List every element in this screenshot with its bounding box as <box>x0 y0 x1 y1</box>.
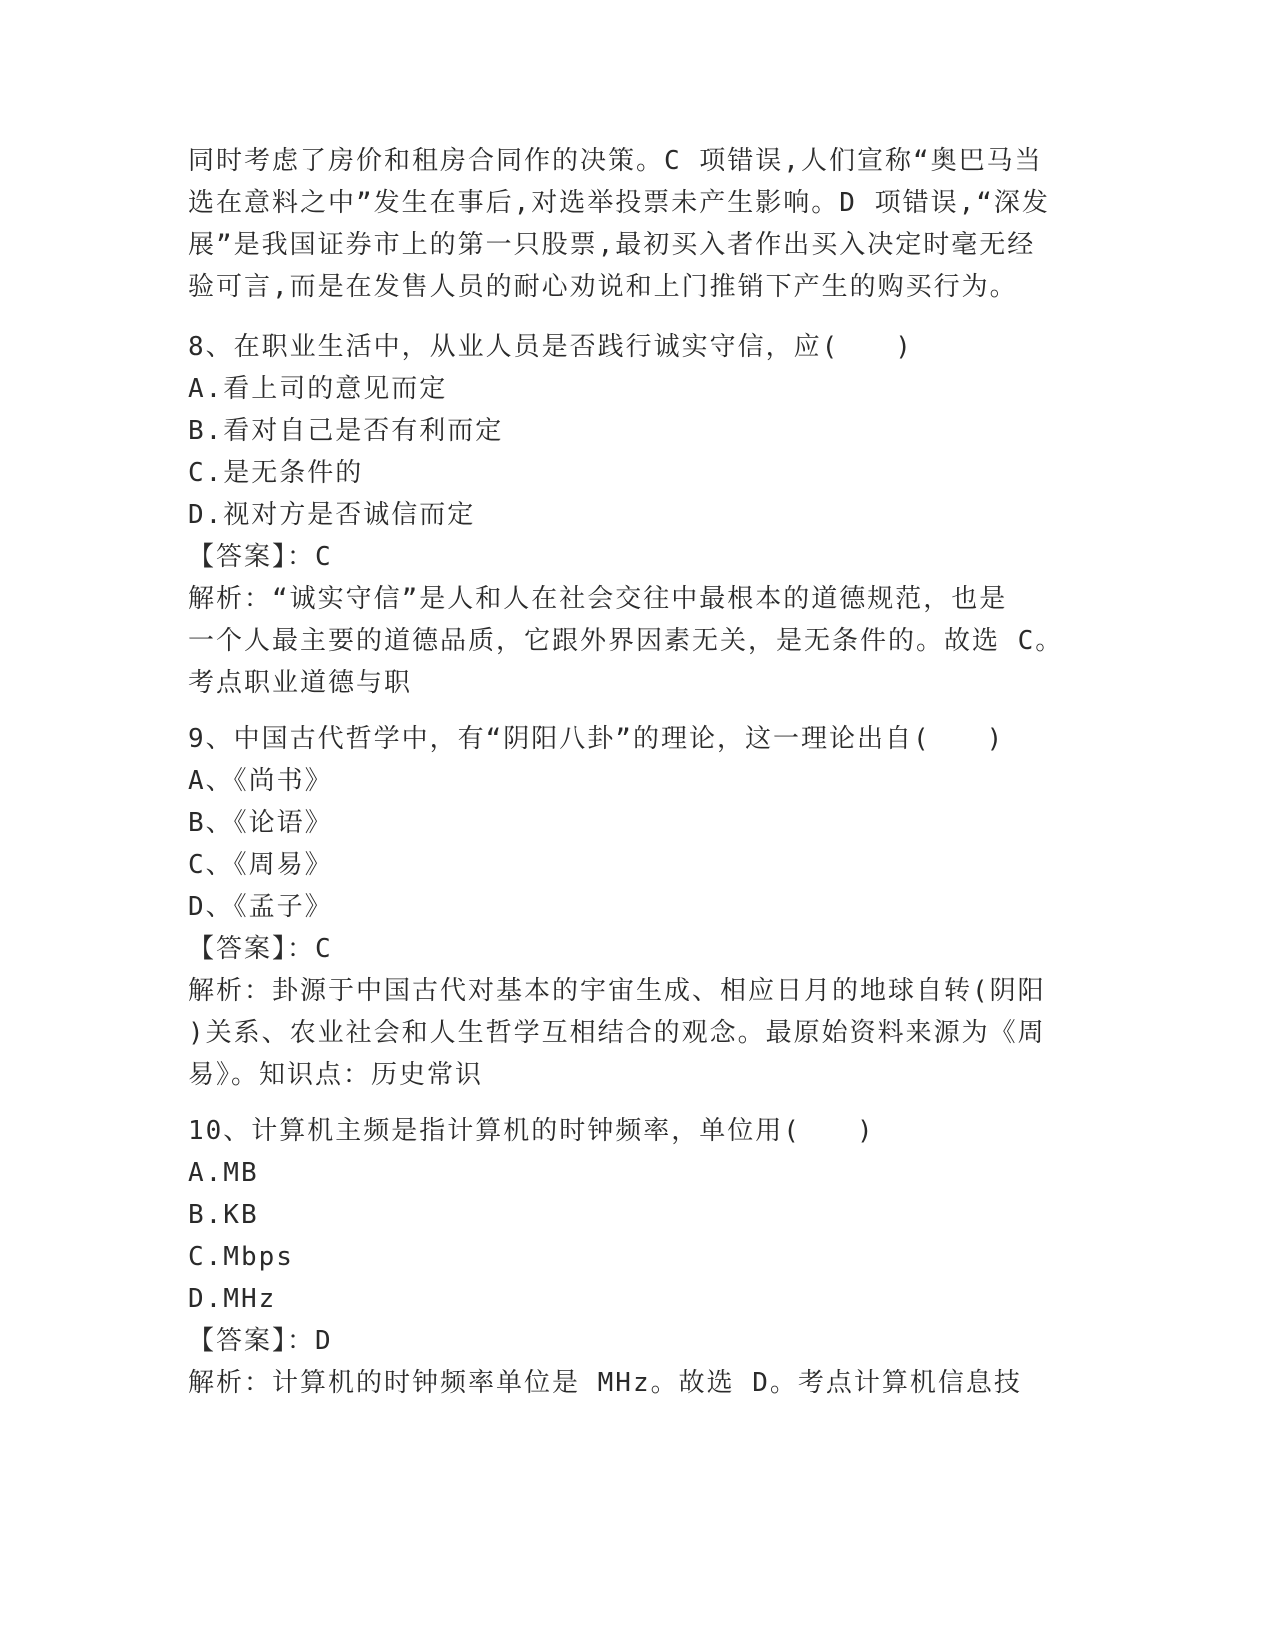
question-10 <box>188 1110 1088 1404</box>
intro-paragraph <box>188 140 1088 308</box>
question-9 <box>188 718 1088 1096</box>
option-a: A、《尚书》 <box>188 766 333 796</box>
option-d: D.视对方是否诚信而定 <box>188 500 476 530</box>
option-d: D、《孟子》 <box>188 892 333 922</box>
question-text: 10、计算机主频是指计算机的时钟频率，单位用( ) <box>188 1116 875 1146</box>
option-c: C.Mbps <box>188 1242 294 1272</box>
answer-label: 【答案】：C <box>188 934 333 964</box>
option-c: C、《周易》 <box>188 850 333 880</box>
answer-label: 【答案】：C <box>188 542 333 572</box>
question-8 <box>188 326 1088 704</box>
question-text: 9、中国古代哲学中，有“阴阳八卦”的理论，这一理论出自( ) <box>188 724 1005 754</box>
analysis-line: 考点职业道德与职 <box>188 668 413 698</box>
analysis-line: 解析：卦源于中国古代对基本的宇宙生成、相应日月的地球自转(阴阳 <box>188 976 1046 1006</box>
option-b: B.KB <box>188 1200 259 1230</box>
option-a: A.MB <box>188 1158 259 1188</box>
option-b: B、《论语》 <box>188 808 333 838</box>
analysis-line: 易》。知识点：历史常识 <box>188 1060 484 1090</box>
option-c: C.是无条件的 <box>188 458 364 488</box>
analysis-line: 解析：“诚实守信”是人和人在社会交往中最根本的道德规范，也是 <box>188 584 1008 614</box>
paragraph-line: 验可言,而是在发售人员的耐心劝说和上门推销下产生的购买行为。 <box>188 272 1018 302</box>
option-a: A.看上司的意见而定 <box>188 374 448 404</box>
answer-label: 【答案】：D <box>188 1326 333 1356</box>
analysis-line: 解析：计算机的时钟频率单位是 MHz。故选 D。考点计算机信息技 <box>188 1368 1022 1398</box>
analysis-line: )关系、农业社会和人生哲学互相结合的观念。最原始资料来源为《周 <box>188 1018 1046 1048</box>
paragraph-line: 选在意料之中”发生在事后,对选举投票未产生影响。D 项错误,“深发 <box>188 188 1050 218</box>
question-text: 8、在职业生活中，从业人员是否践行诚实守信，应( ) <box>188 332 913 362</box>
analysis-line: 一个人最主要的道德品质，它跟外界因素无关，是无条件的。故选 C。 <box>188 626 1064 656</box>
paragraph-line: 同时考虑了房价和租房合同作的决策。C 项错误,人们宣称“奥巴马当 <box>188 146 1043 176</box>
paragraph-line: 展”是我国证券市上的第一只股票,最初买入者作出买入决定时毫无经 <box>188 230 1036 260</box>
option-d: D.MHz <box>188 1284 277 1314</box>
option-b: B.看对自己是否有利而定 <box>188 416 504 446</box>
